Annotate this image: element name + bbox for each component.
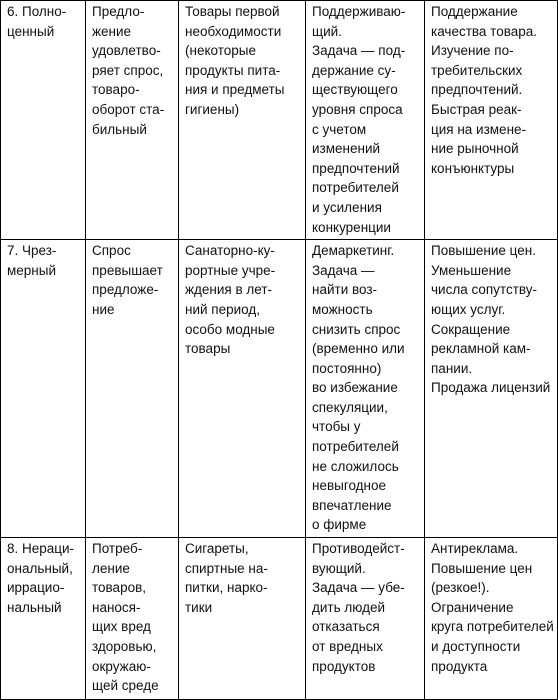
cell-measures bbox=[425, 538, 558, 700]
cell-text-line: щий. bbox=[312, 23, 342, 39]
table-row bbox=[1, 1, 558, 240]
cell-text-line: товары bbox=[185, 341, 231, 357]
cell-text-line: вующий. bbox=[312, 560, 366, 576]
cell-text-line: Противодейст- bbox=[312, 541, 405, 557]
cell-text-line: и доступности bbox=[431, 639, 521, 654]
cell-text-line: продуктов bbox=[312, 658, 376, 674]
cell-text-line: Изучение по- bbox=[431, 43, 514, 59]
cell-text-line: Задача — убе- bbox=[312, 580, 405, 596]
cell-text-line: ющих услуг. bbox=[431, 301, 506, 317]
cell-text-line: нальный bbox=[7, 599, 62, 615]
cell-text-line: изменений bbox=[312, 141, 381, 157]
cell-text-line: конъюнктуры bbox=[431, 160, 515, 176]
cell-text-line: Сигареты, bbox=[185, 541, 249, 557]
cell-text-line: невыгодное bbox=[312, 478, 387, 494]
cell-text-line: предпочтений. bbox=[431, 82, 523, 98]
cell-text-line: ния и предметы bbox=[185, 82, 285, 98]
cell-measures bbox=[425, 1, 558, 240]
cell-text-line: найти воз- bbox=[312, 282, 378, 298]
cell-state bbox=[1, 538, 86, 700]
cell-text-line: Ограничение bbox=[431, 599, 514, 615]
cell-text-line: круга потребителей bbox=[431, 619, 554, 635]
cell-text-line: (некоторые bbox=[185, 43, 256, 59]
cell-text-line: снизить спрос bbox=[312, 321, 401, 337]
cell-text-line: ценный bbox=[7, 23, 55, 39]
cell-text-line: дить людей bbox=[312, 599, 386, 615]
cell-text-line: ний период, bbox=[185, 301, 260, 317]
cell-text-line: спиртные на- bbox=[185, 560, 268, 576]
cell-text-line: требительских bbox=[431, 62, 523, 78]
cell-text-line: продукта bbox=[431, 658, 488, 674]
cell-text-line: 6. Полно- bbox=[7, 4, 67, 19]
cell-product-examples bbox=[179, 1, 306, 240]
cell-text-line: (временно или bbox=[312, 341, 405, 357]
cell-demand-characteristic bbox=[86, 240, 179, 538]
cell-text-line: Быстрая реак- bbox=[431, 101, 522, 117]
cell-text-line: окружаю- bbox=[92, 658, 151, 674]
cell-text-line: постоянно) bbox=[312, 360, 382, 376]
cell-text-line: Санаторно-ку- bbox=[185, 243, 275, 259]
cell-text-line: во избежание bbox=[312, 380, 398, 396]
cell-text-line: питки, нарко- bbox=[185, 580, 268, 596]
cell-text-line: ждения в лет- bbox=[185, 282, 273, 298]
cell-demand-characteristic bbox=[86, 538, 179, 700]
cell-text-line: превышает bbox=[92, 262, 163, 278]
cell-text-line: Поддержание bbox=[431, 4, 518, 19]
table-row bbox=[1, 240, 558, 538]
cell-marketing-type bbox=[306, 538, 425, 700]
cell-text-line: Потреб- bbox=[92, 541, 143, 557]
table-row bbox=[1, 538, 558, 700]
cell-text-line: предпочтений bbox=[312, 160, 400, 176]
cell-text-line: Спрос bbox=[92, 243, 131, 259]
cell-text-line: впечатление bbox=[312, 497, 392, 513]
cell-text-line: необходимости bbox=[185, 23, 282, 39]
cell-text-line: не сложилось bbox=[312, 458, 399, 474]
cell-text-line: (резкое!). bbox=[431, 580, 490, 596]
cell-text-line: ние рыночной bbox=[431, 141, 519, 157]
cell-text-line: ществующего bbox=[312, 82, 398, 98]
cell-text-line: оборот ста- bbox=[92, 101, 165, 117]
cell-text-line: гигиены) bbox=[185, 101, 240, 117]
cell-text-line: чтобы у bbox=[312, 419, 361, 435]
cell-state bbox=[1, 240, 86, 538]
cell-text-line: Продажа лицензий bbox=[431, 380, 551, 396]
cell-text-line: от вредных bbox=[312, 639, 383, 654]
cell-product-examples bbox=[179, 538, 306, 700]
cell-text-line: ряет спрос, bbox=[92, 62, 164, 78]
cell-measures bbox=[425, 240, 558, 538]
cell-text-line: Предло- bbox=[92, 4, 145, 19]
cell-text-line: числа сопутству- bbox=[431, 282, 538, 298]
cell-text-line: ние bbox=[92, 301, 115, 317]
cell-text-line: держание су- bbox=[312, 62, 396, 78]
cell-text-line: предложе- bbox=[92, 282, 159, 298]
cell-text-line: Антиреклама. bbox=[431, 541, 519, 557]
cell-text-line: уровня спроса bbox=[312, 101, 403, 117]
cell-text-line: 7. Чрез- bbox=[7, 243, 57, 259]
cell-text-line: особо модные bbox=[185, 321, 275, 337]
cell-text-line: пании. bbox=[431, 360, 473, 376]
cell-text-line: мерный bbox=[7, 262, 56, 278]
cell-text-line: Повышение цен. bbox=[431, 243, 536, 259]
cell-text-line: здоровью, bbox=[92, 639, 157, 654]
cell-text-line: иррацио- bbox=[7, 580, 65, 596]
cell-marketing-type bbox=[306, 1, 425, 240]
cell-text-line: потребителей bbox=[312, 180, 399, 196]
cell-marketing-type bbox=[306, 240, 425, 538]
cell-text-line: потребителей bbox=[312, 439, 399, 455]
cell-state bbox=[1, 1, 86, 240]
cell-text-line: удовлетво- bbox=[92, 43, 161, 59]
cell-text-line: товаро- bbox=[92, 82, 140, 98]
cell-text-line: с учетом bbox=[312, 121, 367, 137]
cell-text-line: бильный bbox=[92, 121, 147, 137]
cell-text-line: Задача — под- bbox=[312, 43, 406, 59]
cell-text-line: Уменьшение bbox=[431, 262, 512, 278]
cell-text-line: конкуренции bbox=[312, 219, 391, 235]
cell-text-line: Поддерживаю- bbox=[312, 4, 406, 19]
cell-text-line: Демаркетинг. bbox=[312, 243, 395, 259]
cell-text-line: нанося- bbox=[92, 599, 141, 615]
cell-text-line: ональный, bbox=[7, 560, 73, 576]
cell-text-line: качества товара. bbox=[431, 23, 538, 39]
cell-text-line: Задача — bbox=[312, 262, 375, 278]
cell-text-line: 8. Нераци- bbox=[7, 541, 75, 557]
cell-text-line: можность bbox=[312, 301, 373, 317]
cell-text-line: ция на измене- bbox=[431, 121, 527, 137]
cell-text-line: рекламной кам- bbox=[431, 341, 531, 357]
cell-text-line: тики bbox=[185, 599, 213, 615]
cell-text-line: спекуляции, bbox=[312, 399, 388, 415]
cell-text-line: о фирме bbox=[312, 517, 367, 533]
cell-text-line: товаров, bbox=[92, 580, 147, 596]
cell-text-line: Товары первой bbox=[185, 4, 280, 19]
cell-text-line: рортные учре- bbox=[185, 262, 276, 278]
cell-text-line: щей среде bbox=[92, 678, 159, 694]
cell-demand-characteristic bbox=[86, 1, 179, 240]
cell-text-line: ление bbox=[92, 560, 130, 576]
cell-text-line: щих вред bbox=[92, 619, 151, 635]
cell-text-line: и усиления bbox=[312, 199, 382, 215]
cell-product-examples bbox=[179, 240, 306, 538]
cell-text-line: отказаться bbox=[312, 619, 380, 635]
cell-text-line: жение bbox=[92, 23, 132, 39]
cell-text-line: Повышение цен bbox=[431, 560, 533, 576]
cell-text-line: продукты пита- bbox=[185, 62, 281, 78]
cell-text-line: Сокращение bbox=[431, 321, 511, 337]
